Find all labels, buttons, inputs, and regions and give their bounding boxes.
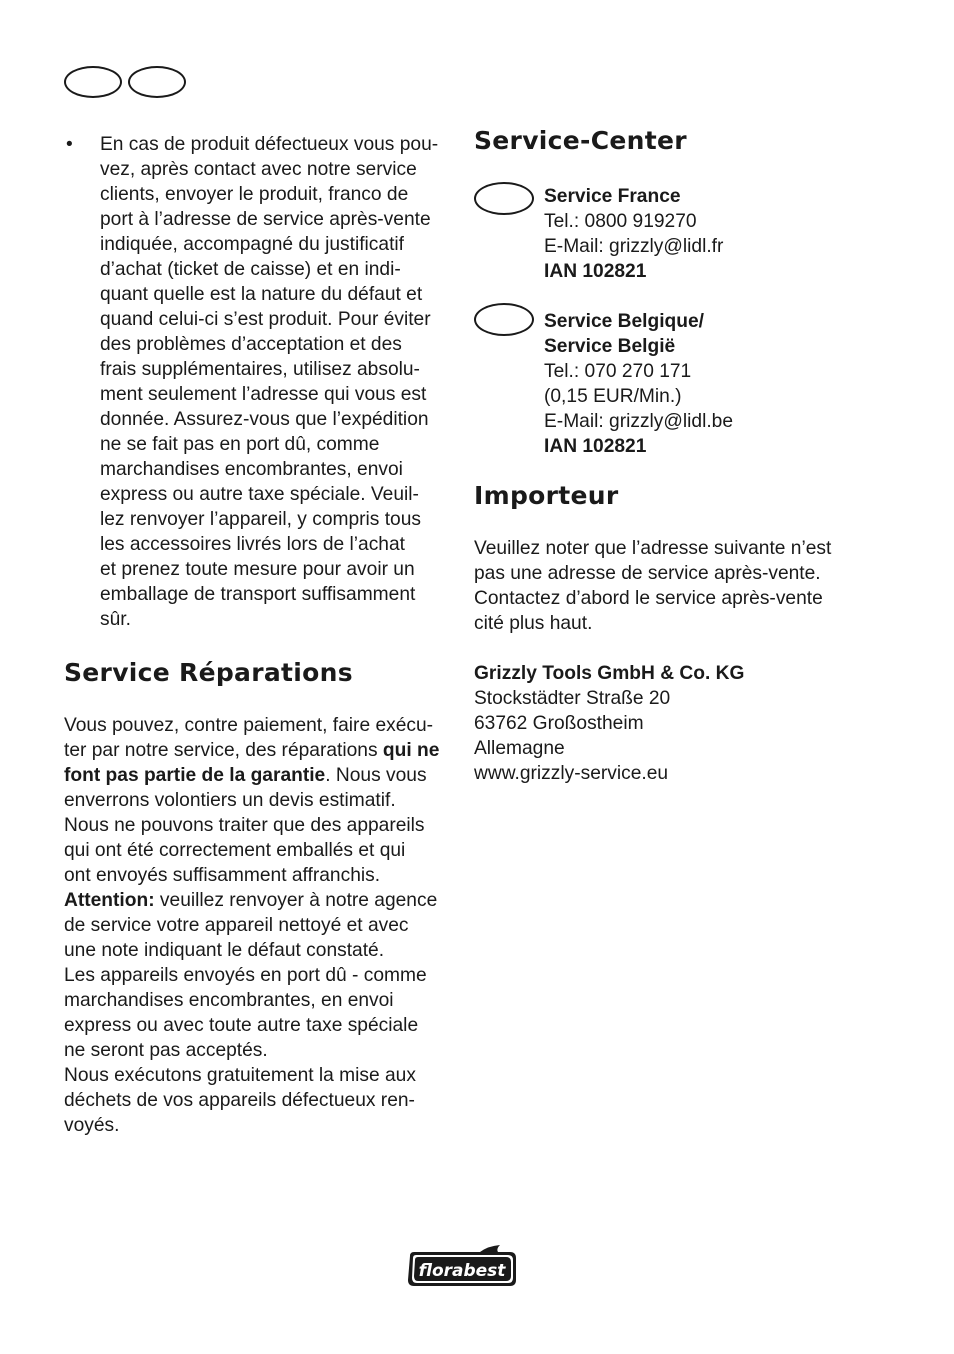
text-line: ne se fait pas en port dû, comme	[100, 434, 380, 455]
text-line: vez, après contact avec notre service	[100, 159, 417, 180]
text-line: sûr.	[100, 609, 131, 630]
address-street: Stockstädter Straße 20	[474, 688, 671, 709]
text-line: Contactez d’abord le service après-vente	[474, 588, 823, 609]
service-france-ian: IAN 102821	[544, 261, 647, 282]
text-line	[64, 888, 450, 913]
text-line: qui ont été correctement emballés et qui	[64, 840, 406, 861]
text-line: cité plus haut.	[474, 613, 593, 634]
service-belgium-email: E-Mail: grizzly@lidl.be	[544, 411, 734, 432]
text-line: donnée. Assurez-vous que l’expédition	[100, 409, 429, 430]
country-oval	[474, 303, 534, 336]
text-line: Nous exécutons gratuitement la mise aux	[64, 1065, 416, 1086]
text-line: express ou autre taxe spéciale. Veuil-	[100, 484, 419, 505]
text-line: et prenez toute mesure pour avoir un	[100, 559, 415, 580]
text-line: ont envoyés suffisamment affranchis.	[64, 865, 381, 886]
text-line: frais supplémentaires, utilisez absolu-	[100, 359, 420, 380]
text-line: Veuillez noter que l’adresse suivante n’est	[474, 538, 832, 559]
text-line: les accessoires livrés lors de l’achat	[100, 534, 405, 555]
text-line: clients, envoyer le produit, franco de	[100, 184, 409, 205]
language-oval-2	[128, 66, 186, 98]
service-france-email: E-Mail: grizzly@lidl.fr	[544, 236, 724, 257]
text-line: marchandises encombrantes, en envoi	[64, 990, 394, 1011]
text-line: quant quelle est la nature du défaut et	[100, 284, 423, 305]
florabest-logo	[404, 1244, 520, 1290]
bullet-dot: •	[66, 134, 73, 155]
service-belgium-title-1: Service Belgique/	[544, 311, 704, 332]
text-line: d’achat (ticket de caisse) et en indi-	[100, 259, 401, 280]
service-france-block	[474, 184, 874, 284]
attention-label: Attention:	[64, 890, 155, 911]
service-center-heading: Service-Center	[474, 126, 687, 155]
service-reparations-heading: Service Réparations	[64, 658, 353, 687]
service-reparations-text	[64, 713, 450, 1138]
text-line: En cas de produit défectueux vous pou-	[100, 134, 439, 155]
company-name: Grizzly Tools GmbH & Co. KG	[474, 663, 745, 684]
text-line: Nous ne pouvons traiter que des appareils	[64, 815, 425, 836]
logo-text: florabest	[418, 1261, 506, 1281]
address-city: 63762 Großostheim	[474, 713, 644, 734]
text-line	[64, 738, 450, 763]
text-span: . Nous vous	[325, 765, 427, 786]
website: www.grizzly-service.eu	[474, 763, 669, 784]
service-france-tel: Tel.: 0800 919270	[544, 211, 697, 232]
importeur-heading: Importeur	[474, 481, 619, 510]
service-belgium-ian: IAN 102821	[544, 436, 647, 457]
text-line: marchandises encombrantes, envoi	[100, 459, 403, 480]
text-line: quand celui-ci s’est produit. Pour éviter	[100, 309, 431, 330]
text-line: déchets de vos appareils défectueux ren-	[64, 1090, 415, 1111]
text-line: Vous pouvez, contre paiement, faire exécu-	[64, 715, 434, 736]
bold-span: qui ne	[382, 740, 440, 761]
text-span: veuillez renvoyer à notre agence	[154, 890, 438, 911]
text-line	[64, 763, 450, 788]
text-line: voyés.	[64, 1115, 120, 1136]
right-column	[474, 126, 874, 786]
importeur-note	[474, 536, 874, 636]
text-line: indiquée, accompagné du justificatif	[100, 234, 404, 255]
left-column	[64, 132, 450, 1138]
text-line: lez renvoyer l’appareil, y compris tous	[100, 509, 421, 530]
bold-span: font pas partie de la garantie	[64, 765, 326, 786]
text-line: enverrons volontiers un devis estimatif.	[64, 790, 396, 811]
text-line: emballage de transport suffisamment	[100, 584, 416, 605]
warranty-bullet	[64, 132, 450, 632]
text-line: pas une adresse de service après-vente.	[474, 563, 821, 584]
text-line: ment seulement l’adresse qui vous est	[100, 384, 427, 405]
text-span: ter par notre service, des réparations	[64, 740, 383, 761]
language-oval-1	[64, 66, 122, 98]
text-line: port à l’adresse de service après-vente	[100, 209, 431, 230]
text-line: Les appareils envoyés en port dû - comme	[64, 965, 427, 986]
text-line: express ou avec toute autre taxe spéciale	[64, 1015, 419, 1036]
text-line: des problèmes d’acceptation et des	[100, 334, 402, 355]
service-france-title: Service France	[544, 186, 681, 207]
service-belgium-tel: Tel.: 070 270 171	[544, 361, 692, 382]
text-line: une note indiquant le défaut constaté.	[64, 940, 385, 961]
text-line: de service votre appareil nettoyé et avec	[64, 915, 409, 936]
text-line: ne seront pas acceptés.	[64, 1040, 268, 1061]
country-oval	[474, 182, 534, 215]
service-belgium-title-2: Service België	[544, 336, 676, 357]
importeur-address	[474, 661, 874, 786]
service-belgium-block	[474, 309, 874, 459]
address-country: Allemagne	[474, 738, 565, 759]
service-belgium-rate: (0,15 EUR/Min.)	[544, 386, 682, 407]
